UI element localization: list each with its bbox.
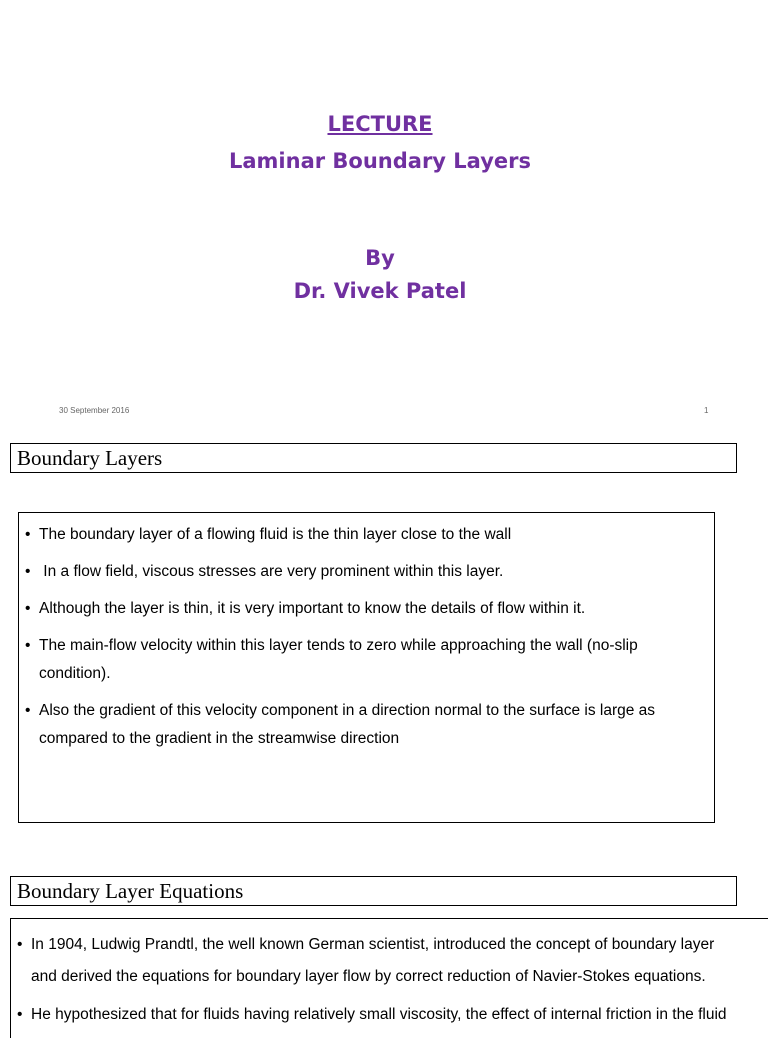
author-name: Dr. Vivek Patel	[293, 279, 467, 303]
by-label: By	[365, 246, 395, 270]
bullet-icon: •	[17, 1006, 23, 1023]
lecture-label: LECTURE	[327, 112, 433, 136]
bullet-icon: •	[25, 637, 31, 654]
list-item: • The boundary layer of a flowing fluid is the thin layer close to the wall	[25, 521, 708, 549]
list-item: • The main-flow velocity within this layer tends to zero while approaching the wall (no-slip condition).	[25, 632, 708, 688]
list-item: • In a flow field, viscous stresses are very prominent within this layer.	[25, 558, 708, 586]
boundary-layers-content	[18, 512, 715, 823]
bullet-list	[11, 919, 768, 1031]
list-item: • Also the gradient of this velocity component in a direction normal to the surface is large as compared to the gradient in the streamwise direction	[25, 697, 708, 753]
lecture-title: Laminar Boundary Layers	[228, 149, 531, 173]
bullet-icon: •	[25, 563, 31, 580]
bullet-list	[19, 513, 714, 753]
bullet-icon: •	[25, 600, 31, 617]
boundary-layer-equations-heading: Boundary Layer Equations	[10, 876, 737, 906]
list-item: • In 1904, Ludwig Prandtl, the well known German scientist, introduced the concept of boundary layer and derived the equations for boundary layer flow by correct reduction of Navier-Stokes equations.	[17, 929, 762, 993]
boundary-layers-heading: Boundary Layers	[10, 443, 737, 473]
list-item: • He hypothesized that for fluids having relatively small viscosity, the effect of internal friction in the fluid	[17, 999, 762, 1031]
boundary-layer-equations-content	[10, 918, 768, 1038]
bullet-icon: •	[17, 936, 23, 953]
list-item: • Although the layer is thin, it is very important to know the details of flow within it.	[25, 595, 708, 623]
slide-number: 1	[704, 406, 709, 415]
title-slide	[0, 0, 768, 430]
bullet-icon: •	[25, 526, 31, 543]
slide-date: 30 September 2016	[59, 406, 130, 415]
bullet-icon: •	[25, 702, 31, 719]
